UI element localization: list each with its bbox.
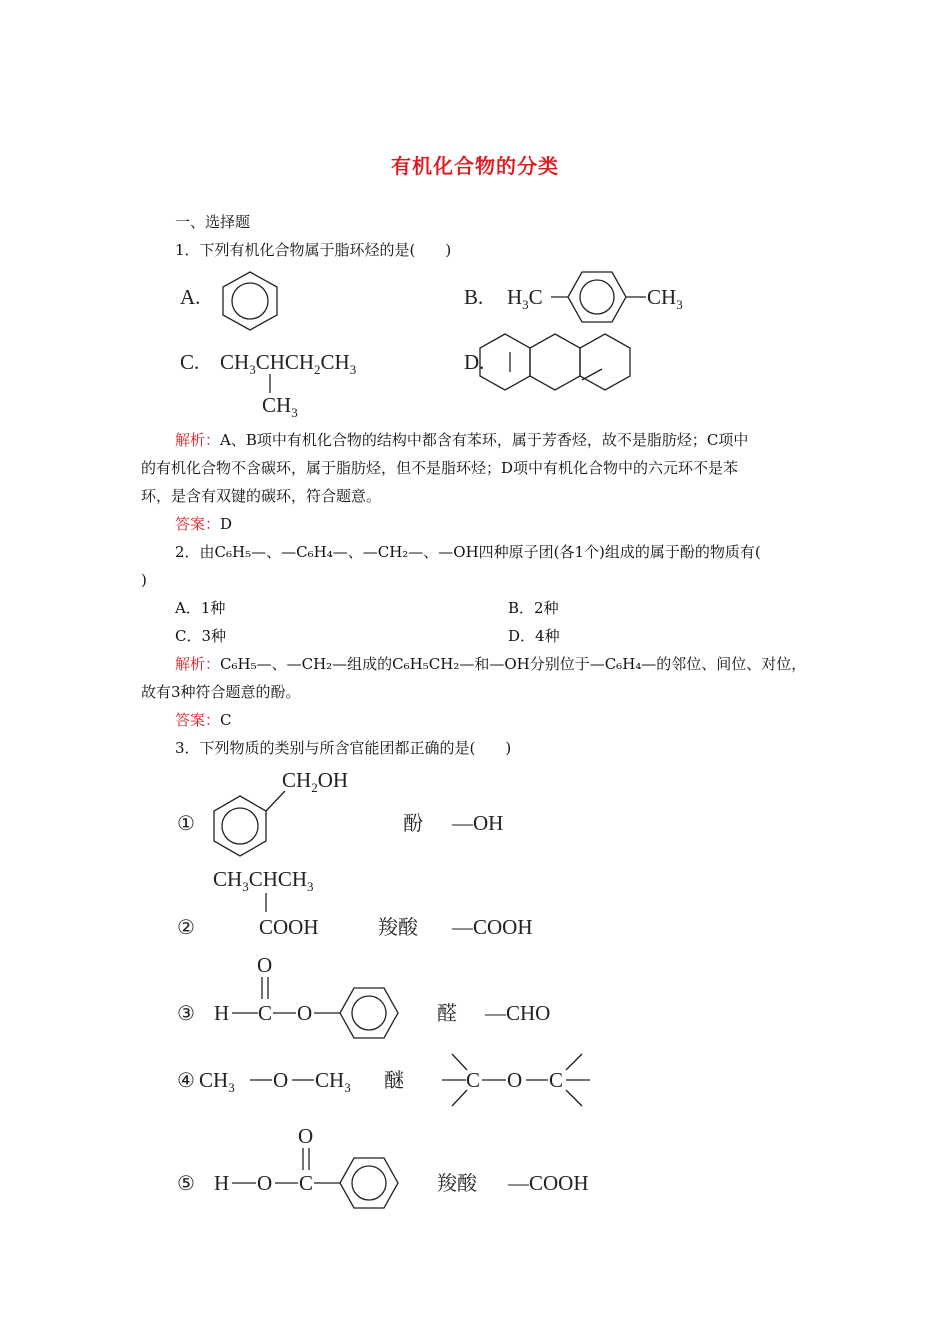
q2-analysis-line2: 故有3种符合题意的酚。 [141, 683, 301, 701]
q3-stem: 3．下列物质的类别与所含官能团都正确的是( ) [175, 739, 512, 757]
item-3-h: H [214, 1001, 230, 1025]
item-3-group: —CHO [485, 1001, 551, 1025]
item-5-h: H [214, 1171, 230, 1195]
item-2-group: —COOH [452, 915, 533, 939]
answer-value: D [220, 515, 233, 533]
item-2-number: ② [177, 915, 195, 939]
item-2-class: 羧酸 [378, 915, 418, 939]
item-4-right: $CH_3$ [315, 1068, 351, 1095]
option-c-formula: $CH_3CHCH_2CH_3$ [220, 350, 357, 377]
item-2-top: $CH_3CHCH_3$ [213, 867, 314, 894]
ether-group-structure [442, 1054, 590, 1106]
benzene-ring-icon [568, 272, 626, 322]
option-b-left: $H_3C$ [507, 285, 543, 312]
benzene-ring-icon [340, 1158, 398, 1208]
item-3-number: ③ [177, 1001, 195, 1025]
item-2-bottom: COOH [259, 915, 319, 939]
benzene-ring-icon [214, 796, 266, 856]
item-5-number: ⑤ [177, 1171, 195, 1195]
q2-option-a: A．1种 [175, 599, 226, 617]
item-5-c: C [299, 1171, 314, 1195]
option-a-label: A. [180, 285, 201, 309]
item-5-o: O [257, 1171, 273, 1195]
item-3-carbonyl-o: O [257, 953, 273, 977]
benzene-ring-icon [223, 272, 277, 330]
answer-label: 答案： [175, 515, 221, 533]
item-3-c: C [258, 1001, 273, 1025]
page-title: 有机化合物的分类 [391, 154, 559, 178]
ether-c1: C [466, 1068, 481, 1092]
analysis-label: 解析： [175, 655, 221, 673]
item-3-class: 醛 [437, 1001, 457, 1025]
q2-option-b: B．2种 [508, 599, 559, 617]
ether-o: O [507, 1068, 523, 1092]
answer-label: 答案： [175, 711, 221, 729]
q1-stem: 1．下列有机化合物属于脂环烃的是( ) [175, 241, 452, 259]
item-5-carbonyl-o: O [298, 1124, 314, 1148]
analysis-text: C₆H₅—、—CH₂—组成的C₆H₅CH₂—和—OH分别位于—C₆H₄—的邻位、间位、对位， [220, 655, 807, 673]
benzene-ring-icon [340, 988, 398, 1038]
q2-option-d: D．4种 [508, 627, 560, 645]
item-1-class: 酚 [403, 811, 423, 835]
q2-stem: 2．由C₆H₅—、—C₆H₄—、—CH₂—、—OH四种原子团(各1个)组成的属于酚的物质有( [175, 543, 761, 561]
item-3-o: O [297, 1001, 313, 1025]
option-b-right: $CH_3$ [647, 285, 683, 312]
bicyclic-ring-icon [480, 334, 630, 390]
item-1-ch2oh: $CH_2OH$ [282, 768, 349, 795]
option-c-branch: $CH_3$ [262, 393, 298, 420]
item-1-number: ① [177, 811, 195, 835]
q1-analysis-line2: 的有机化合物不含碳环，属于脂肪烃，但不是脂环烃；D项中有机化合物中的六元环不是苯 [141, 459, 739, 477]
q2-option-c: C．3种 [175, 627, 227, 645]
item-1-group: —OH [452, 811, 504, 835]
option-d-label: D. [464, 350, 485, 374]
option-b-label: B. [464, 285, 484, 309]
q1-analysis-line3: 环，是含有双键的碳环，符合题意。 [141, 487, 382, 505]
analysis-label: 解析： [175, 431, 221, 449]
section-heading: 一、选择题 [175, 213, 251, 231]
item-5-class: 羧酸 [437, 1171, 477, 1195]
item-4-number: ④ [177, 1068, 195, 1092]
ether-c2: C [549, 1068, 564, 1092]
q2-stem-line2: ) [141, 571, 147, 589]
option-c-label: C. [180, 350, 200, 374]
item-4-class: 醚 [384, 1068, 404, 1092]
answer-value: C [220, 711, 232, 729]
analysis-text: A、B项中有机化合物的结构中都含有苯环，属于芳香烃，故不是脂肪烃；C项中 [220, 431, 749, 449]
item-4-left: $CH_3$ [199, 1068, 235, 1095]
item-4-o: O [273, 1068, 289, 1092]
item-5-group: —COOH [508, 1171, 589, 1195]
